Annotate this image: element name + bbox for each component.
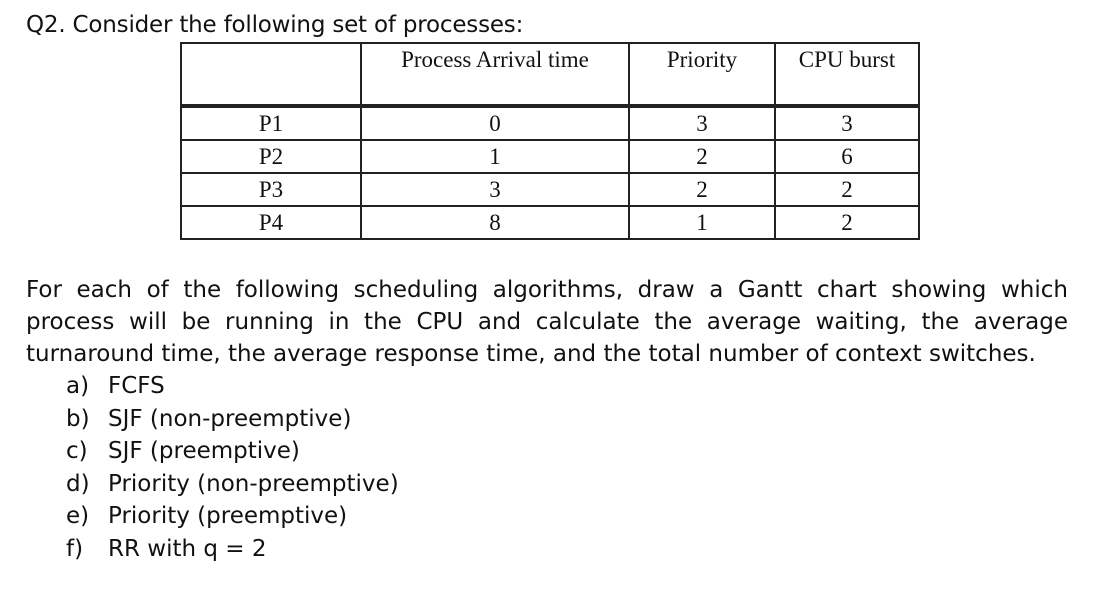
process-table — [180, 42, 920, 240]
list-marker: f) — [66, 535, 84, 562]
algorithm-label: Priority (preemptive) — [108, 503, 348, 529]
header-process — [181, 43, 361, 106]
header-priority: Priority — [629, 43, 775, 106]
cell-process: P2 — [181, 140, 361, 173]
cell-burst: 2 — [775, 206, 919, 239]
table-row — [181, 106, 919, 140]
cell-arrival: 3 — [361, 173, 629, 206]
list-item — [66, 370, 399, 403]
instructions-line: turnaround time, the average response time, and the total number of context switches. — [26, 341, 1036, 367]
cell-process: P3 — [181, 173, 361, 206]
instructions-line: process will be running in the CPU and calculate the average waiting, the average — [26, 309, 1068, 335]
list-item — [66, 468, 399, 501]
table-row — [181, 173, 919, 206]
cell-arrival: 0 — [361, 106, 629, 140]
header-cpu-burst: CPU burst — [775, 43, 919, 106]
cell-process: P1 — [181, 106, 361, 140]
list-marker: c) — [66, 438, 88, 464]
algorithm-label: SJF (non-preemptive) — [108, 405, 352, 432]
algorithm-label: FCFS — [108, 373, 165, 399]
list-marker: b) — [66, 405, 90, 432]
list-marker: d) — [66, 470, 90, 497]
list-marker: e) — [66, 503, 90, 529]
table-row — [181, 140, 919, 173]
cell-priority: 2 — [629, 173, 775, 206]
cell-arrival: 1 — [361, 140, 629, 173]
cell-burst: 6 — [775, 140, 919, 173]
list-item — [66, 500, 399, 533]
algorithm-label: RR with q = 2 — [108, 535, 267, 562]
list-item — [66, 533, 399, 566]
instructions-line: For each of the following scheduling algorithms, draw a Gantt chart showing which — [26, 277, 1068, 303]
cell-arrival: 8 — [361, 206, 629, 239]
algorithm-list — [66, 370, 399, 565]
cell-priority: 1 — [629, 206, 775, 239]
cell-process: P4 — [181, 206, 361, 239]
cell-priority: 2 — [629, 140, 775, 173]
question-title: Q2. Consider the following set of processes: — [26, 12, 524, 38]
cell-burst: 2 — [775, 173, 919, 206]
list-marker: a) — [66, 373, 90, 399]
cell-burst: 3 — [775, 106, 919, 140]
algorithm-label: Priority (non-preemptive) — [108, 470, 399, 497]
algorithm-label: SJF (preemptive) — [108, 438, 300, 464]
header-arrival-time: Process Arrival time — [361, 43, 629, 106]
instructions-paragraph — [26, 274, 1068, 370]
list-item — [66, 403, 399, 436]
table-row — [181, 206, 919, 239]
table-header-row — [181, 43, 919, 106]
list-item — [66, 435, 399, 468]
cell-priority: 3 — [629, 106, 775, 140]
